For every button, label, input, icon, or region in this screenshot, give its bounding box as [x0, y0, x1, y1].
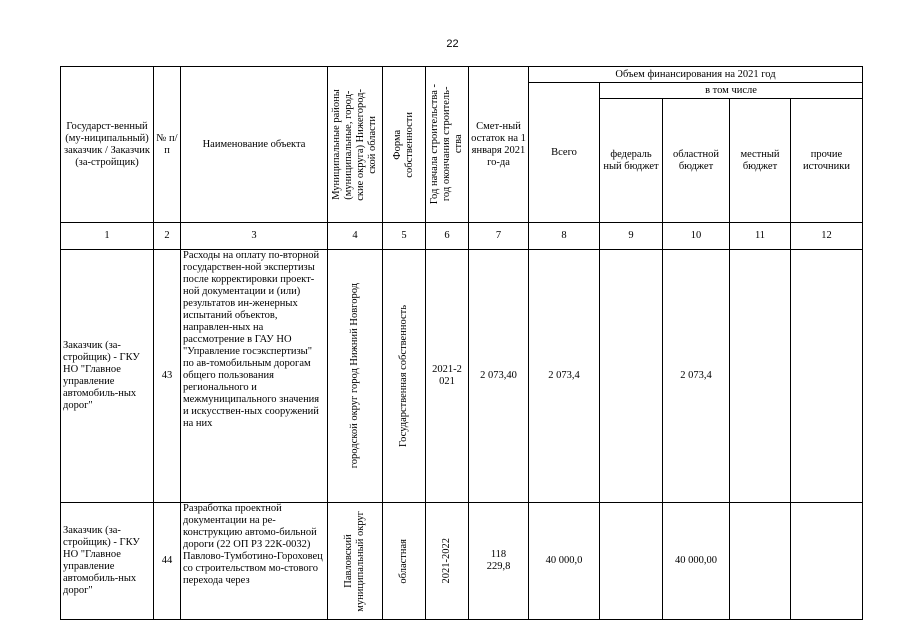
row-district: Павловский муниципальный округ — [328, 503, 383, 620]
row-regional: 40 000,00 — [663, 503, 730, 620]
row-local — [730, 503, 791, 620]
row-federal — [600, 250, 663, 503]
row-regional: 2 073,4 — [663, 250, 730, 503]
header-including: в том числе — [600, 83, 863, 99]
row-object-name: Расходы на оплату по-вторной государствен-ной экспертизы после корректировки проект-ной документации и (или) результатов ин-женерных испытаний объектов, направлен-ных на рассмотрение в ГАУ НО "Управление госэкспертизы" по ав-томобильным дорогам общего пользования регионального и межмуниципального значения и искусствен-ных сооружений на них — [181, 250, 328, 503]
header-ownership-text: Форма собственности — [392, 111, 415, 178]
row-federal — [600, 503, 663, 620]
column-number: 5 — [383, 223, 426, 250]
column-number-row — [61, 223, 863, 250]
header-object-name: Наименование объекта — [181, 67, 328, 223]
column-number: 12 — [791, 223, 863, 250]
header-customer: Государст-венный (му-ниципальный) заказчик / Заказчик (за-стройщик) — [61, 67, 154, 223]
header-years-text: Год начала строительства - год окончания строитель- ства — [429, 84, 464, 205]
header-other: прочие источники — [791, 99, 863, 223]
row-total: 2 073,4 — [529, 250, 600, 503]
row-balance: 118 229,8 — [469, 503, 529, 620]
header-balance: Смет-ный остаток на 1 января 2021 го-да — [469, 67, 529, 223]
row-district: городской округ город Нижний Новгород — [328, 250, 383, 503]
header-funding: Объем финансирования на 2021 год — [529, 67, 863, 83]
column-number: 7 — [469, 223, 529, 250]
column-number: 8 — [529, 223, 600, 250]
row-other — [791, 250, 863, 503]
header-years — [426, 67, 469, 223]
header-district — [328, 67, 383, 223]
table-row — [61, 250, 863, 503]
row-years: 2021-2022 — [426, 503, 469, 620]
column-number: 10 — [663, 223, 730, 250]
column-number: 3 — [181, 223, 328, 250]
column-number: 1 — [61, 223, 154, 250]
header-total: Всего — [529, 83, 600, 223]
row-years: 2021-2021 — [426, 250, 469, 503]
header-ownership — [383, 67, 426, 223]
row-balance: 2 073,40 — [469, 250, 529, 503]
column-number: 6 — [426, 223, 469, 250]
row-other — [791, 503, 863, 620]
header-federal: федераль ный бюджет — [600, 99, 663, 223]
page-number: 22 — [446, 38, 459, 50]
row-number: 44 — [154, 503, 181, 620]
header-district-text: Муниципальные районы (муниципальные, город- ские округа) Нижегород- ской области — [331, 88, 378, 201]
header-local: местный бюджет — [730, 99, 791, 223]
row-total: 40 000,0 — [529, 503, 600, 620]
financing-table — [60, 66, 863, 620]
column-number: 11 — [730, 223, 791, 250]
column-number: 4 — [328, 223, 383, 250]
row-number: 43 — [154, 250, 181, 503]
row-customer: Заказчик (за-стройщик) - ГКУ НО "Главное управление автомобиль-ных дорог" — [61, 250, 154, 503]
column-number: 2 — [154, 223, 181, 250]
column-number: 9 — [600, 223, 663, 250]
header-number: № п/ п — [154, 67, 181, 223]
table-row — [61, 503, 863, 620]
header-regional: областной бюджет — [663, 99, 730, 223]
row-ownership: Государственная собственность — [383, 250, 426, 503]
row-local — [730, 250, 791, 503]
row-ownership: областная — [383, 503, 426, 620]
row-customer: Заказчик (за-стройщик) - ГКУ НО "Главное управление автомобиль-ных дорог" — [61, 503, 154, 620]
row-object-name: Разработка проектной документации на ре-конструкцию автомо-бильной дороги (22 ОП РЗ 22К-0032) Павлово-Тумботино-Гороховец со строительством мо-стового перехода через — [181, 503, 328, 620]
